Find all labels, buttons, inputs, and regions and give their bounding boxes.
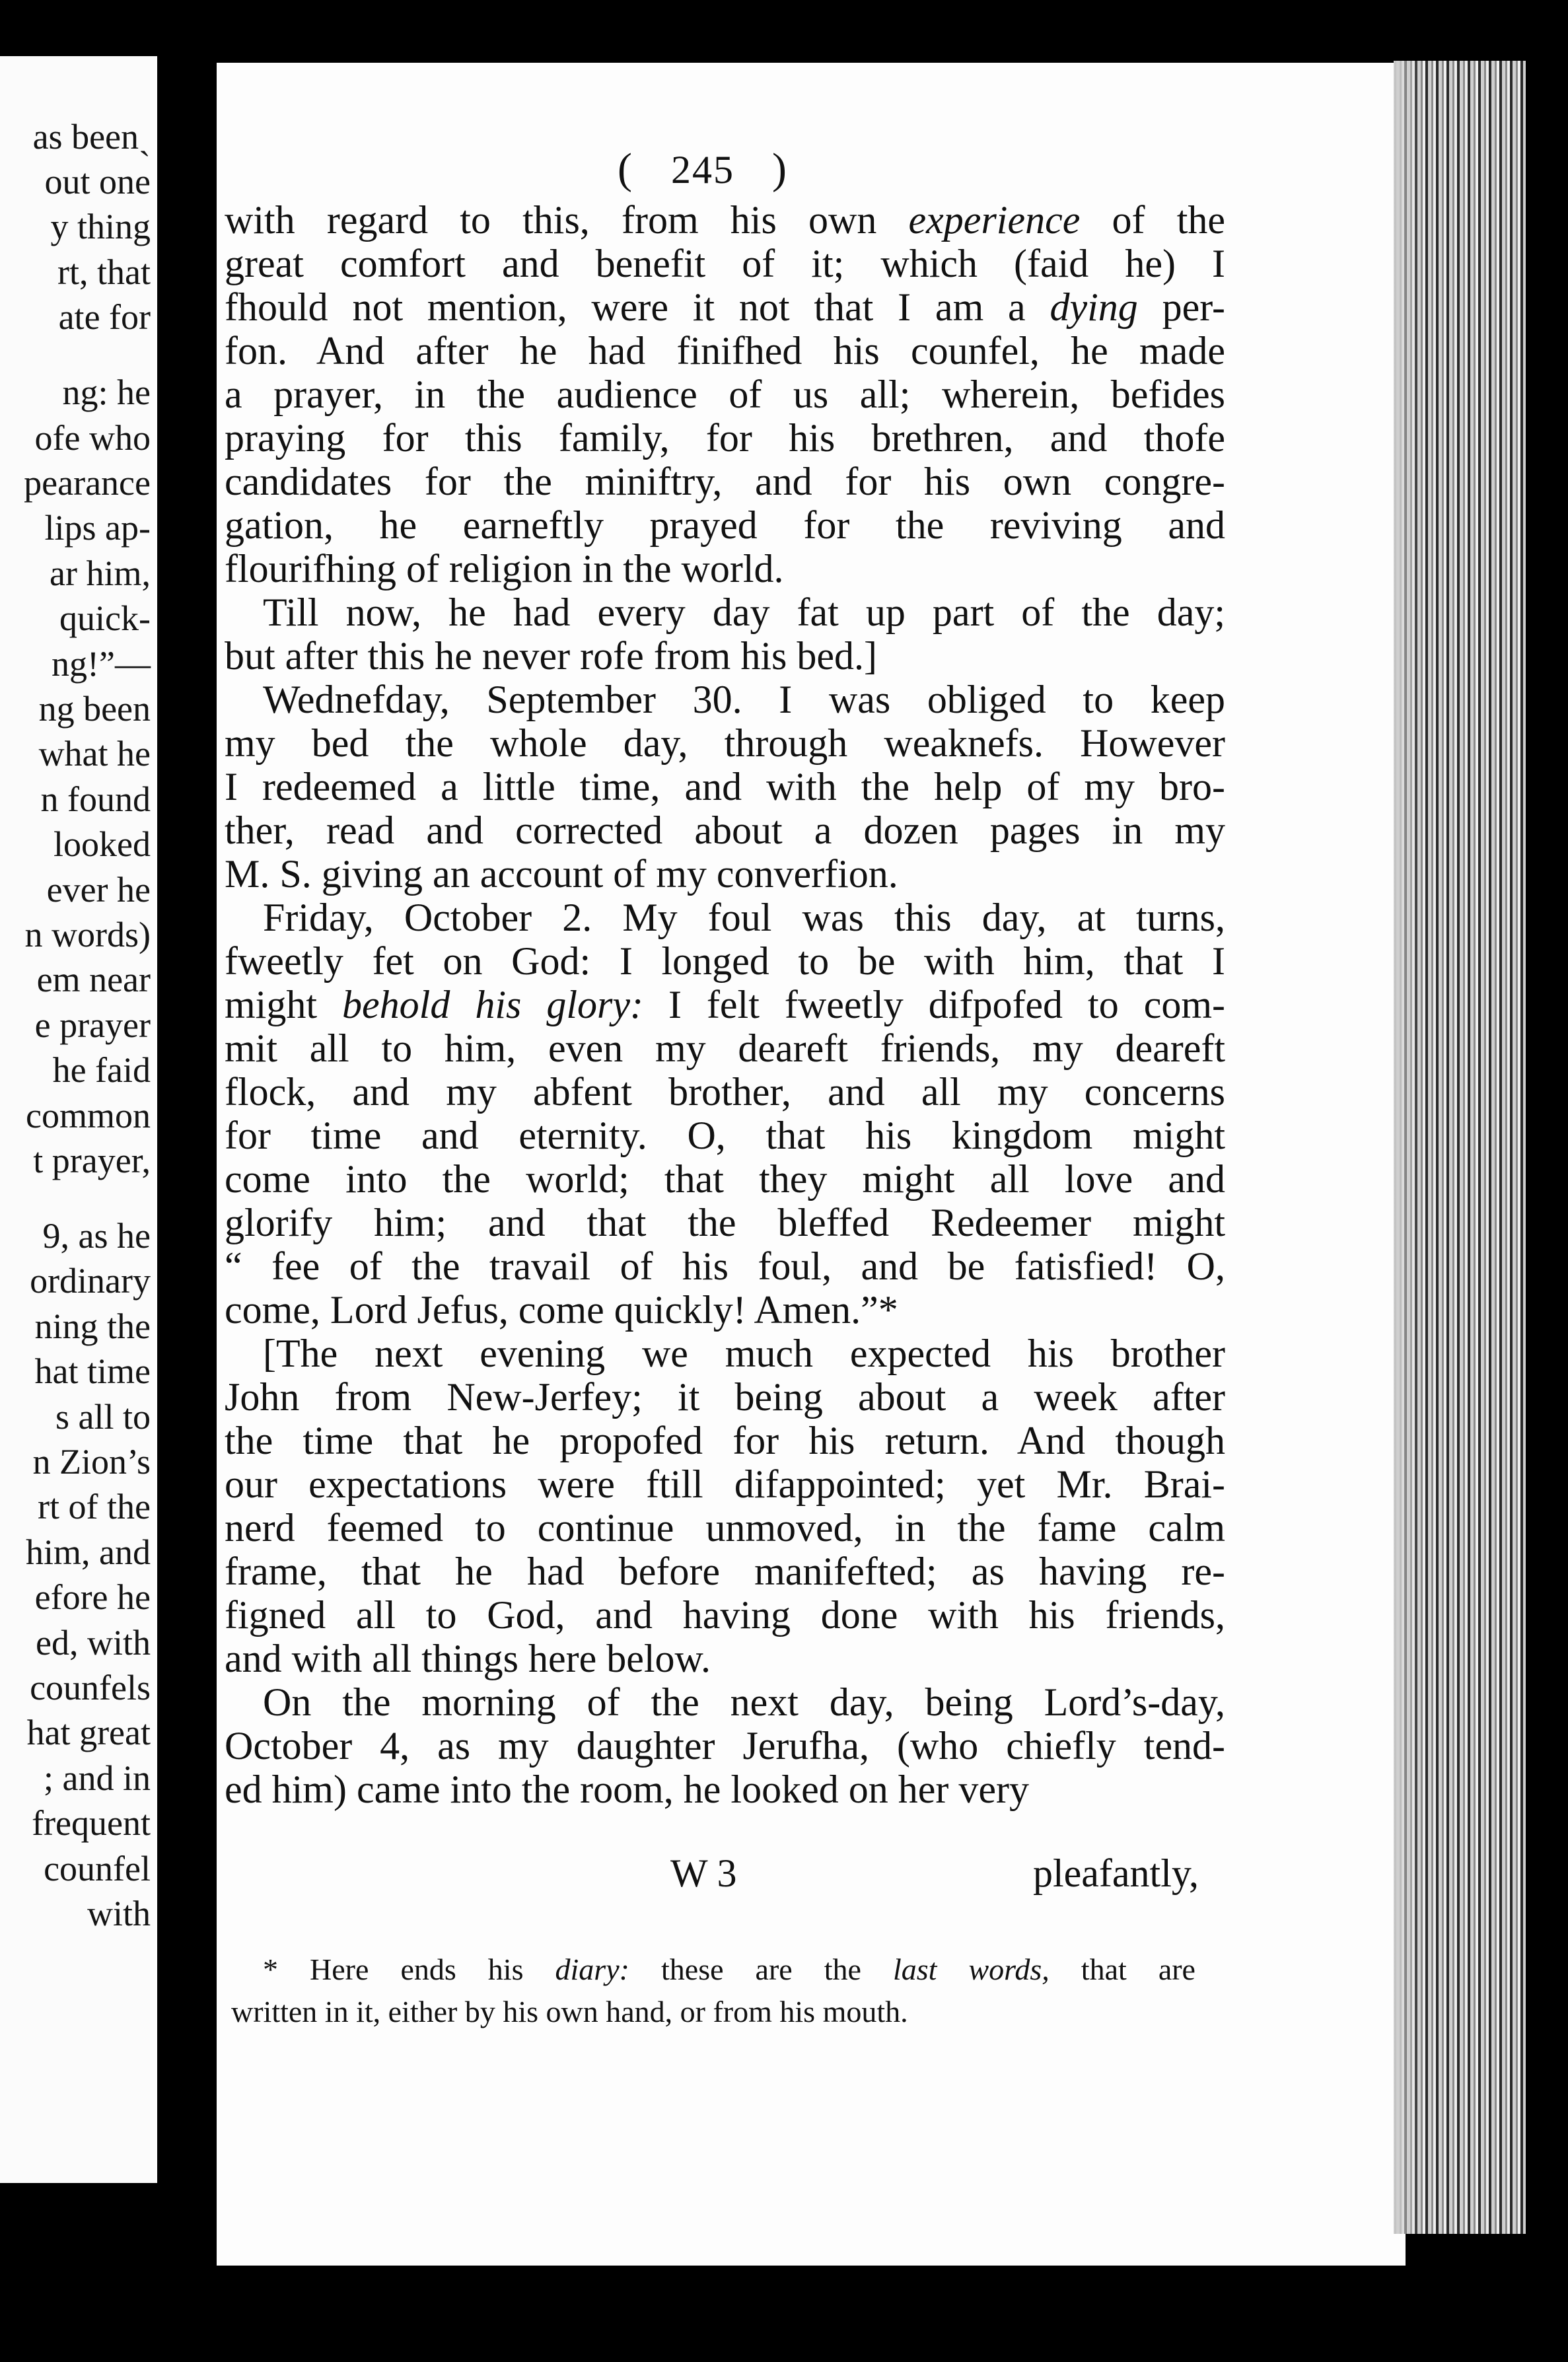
page-number: 245 — [670, 148, 734, 192]
text-line: mit all to him, even my deareft friends, my deareft — [225, 1026, 1225, 1070]
text-line: and with all things here below. — [225, 1637, 711, 1680]
text-line: with regard to this, from his own experience of the — [225, 198, 1226, 242]
italic-phrase: experience — [908, 198, 1081, 242]
text-line: gation, he earneftly prayed for the reviving and — [225, 503, 1225, 547]
left-page-line: t prayer, — [33, 1141, 151, 1180]
left-page-line: he faid — [52, 1050, 151, 1091]
text-line: “ fee of the travail of his foul, and be fatisfied! O, — [225, 1244, 1225, 1288]
left-page-line: as beenˎ — [32, 116, 151, 157]
left-page-line: n found — [40, 779, 151, 819]
text-line: Till now, he had every day fat up part of the day; — [263, 590, 1225, 634]
header-open-paren: ( — [618, 145, 633, 193]
text-line: the time that he propofed for his return. And though — [225, 1419, 1225, 1462]
italic-phrase: diary: — [555, 1952, 629, 1986]
left-page-line: e prayer — [34, 1005, 151, 1045]
text-line: for time and eternity. O, that his kingdom might — [225, 1114, 1225, 1157]
text-line: fweetly fet on God: I longed to be with him, that I — [225, 939, 1225, 983]
header-close-paren: ) — [771, 145, 788, 193]
left-page-line: quick- — [59, 598, 151, 639]
left-page-line: ordinary — [30, 1261, 151, 1301]
left-page-line: ng been — [38, 689, 151, 729]
italic-phrase: dying — [1050, 285, 1138, 329]
text-line: but after this he never rofe from his bed.] — [225, 634, 877, 678]
left-page-line: counfel — [44, 1848, 151, 1888]
text-line: figned all to God, and having done with his friends, — [225, 1593, 1225, 1637]
left-page-line: 9, as he — [42, 1216, 151, 1256]
left-page-line: ning the — [34, 1306, 151, 1346]
left-page-line: ofe who — [34, 417, 151, 458]
text-line: On the morning of the next day, being Lord’s-day, — [263, 1680, 1225, 1724]
text-line: praying for this family, for his brethren, and thofe — [225, 416, 1225, 460]
left-page-line: lips ap- — [44, 508, 151, 548]
text-line: glorify him; and that the bleffed Redeemer might — [225, 1201, 1225, 1244]
left-page-line: efore he — [34, 1577, 151, 1618]
left-page-line: what he — [38, 734, 151, 774]
left-page-line: ; and in — [44, 1758, 151, 1798]
text-line: October 4, as my daughter Jerufha, (who chiefly tend- — [225, 1724, 1225, 1768]
text-line: great comfort and benefit of it; which (faid he) I — [225, 242, 1225, 285]
left-page-line: out one — [44, 162, 151, 201]
text-line: Wednefday, September 30. I was obliged to keep — [263, 678, 1225, 721]
left-page-line: ed, with — [36, 1622, 151, 1663]
text-line: fhould not mention, were it not that I am a dying per- — [225, 285, 1225, 329]
left-page-line: hat great — [26, 1713, 151, 1753]
text-line: come into the world; that they might all love and — [225, 1157, 1225, 1201]
italic-phrase: last words, — [892, 1952, 1050, 1986]
text-line: our expectations were ftill difappointed; yet Mr. Brai- — [225, 1462, 1225, 1506]
signature-mark: W 3 — [670, 1851, 737, 1895]
text-line: John from New-Jerfey; it being about a week after — [225, 1375, 1225, 1419]
left-page-line: ng!”— — [52, 643, 151, 684]
left-page-line: frequent — [32, 1803, 151, 1843]
left-page-line: n Zion’s — [32, 1442, 151, 1482]
text-line: come, Lord Jefus, come quickly! Amen.”* — [225, 1288, 898, 1332]
left-page-line: ever he — [46, 869, 151, 910]
text-line: nerd feemed to continue unmoved, in the fame calm — [225, 1506, 1225, 1550]
page-edges-shade — [1394, 61, 1420, 2234]
left-page-line: pearance — [24, 463, 151, 503]
left-page-line: common — [26, 1095, 151, 1135]
left-page-line: s all to — [55, 1396, 151, 1437]
catchword: pleafantly, — [1033, 1851, 1199, 1895]
left-page-line: looked — [53, 824, 151, 865]
italic-phrase: behold his glory: — [342, 983, 643, 1026]
page-header — [618, 144, 788, 194]
left-page-line: hat time — [34, 1351, 151, 1392]
body-text — [225, 198, 1225, 1811]
footnote — [231, 1949, 1195, 2033]
left-page-line: n words) — [24, 915, 151, 954]
left-page-line: counfels — [30, 1668, 151, 1707]
text-line: frame, that he had before manifefted; as having re- — [225, 1550, 1225, 1593]
left-page-line: rt of the — [38, 1487, 151, 1527]
left-page-line: with — [87, 1894, 151, 1933]
footnote-line: * Here ends his diary: these are the last words, that are — [263, 1952, 1195, 1986]
text-line: might behold his glory: I felt fweetly difpofed to com- — [225, 983, 1226, 1026]
left-page-line: em near — [36, 960, 151, 1000]
left-page-line: ar him, — [50, 553, 151, 593]
text-line: a prayer, in the audience of us all; wherein, befides — [225, 373, 1225, 416]
text-line: fon. And after he had finifhed his counfel, he made — [225, 329, 1225, 373]
text-line: my bed the whole day, through weaknefs. However — [225, 721, 1225, 765]
text-line: M. S. giving an account of my converfion. — [225, 852, 898, 896]
footnote-line: written in it, either by his own hand, or from his mouth. — [231, 1995, 908, 2028]
left-page-line: rt, that — [57, 252, 151, 292]
text-line: ed him) came into the room, he looked on her very — [225, 1768, 1029, 1811]
text-line: Friday, October 2. My foul was this day, at turns, — [263, 896, 1225, 939]
text-line: ther, read and corrected about a dozen pages in my — [225, 808, 1225, 852]
left-page-line: y thing — [50, 207, 151, 247]
left-facing-page — [0, 56, 157, 2183]
book-gutter — [157, 0, 217, 2362]
text-line: [The next evening we much expected his brother — [263, 1332, 1225, 1375]
text-line: I redeemed a little time, and with the help of my bro- — [225, 765, 1225, 808]
text-line: flock, and my abfent brother, and all my concerns — [225, 1070, 1225, 1114]
left-page-line: ng: he — [62, 373, 151, 413]
text-line: flourifhing of religion in the world. — [225, 547, 784, 590]
left-page-line: him, and — [26, 1532, 151, 1572]
left-page-line: ate for — [58, 297, 151, 338]
text-line: candidates for the miniftry, and for his own congre- — [225, 460, 1225, 503]
